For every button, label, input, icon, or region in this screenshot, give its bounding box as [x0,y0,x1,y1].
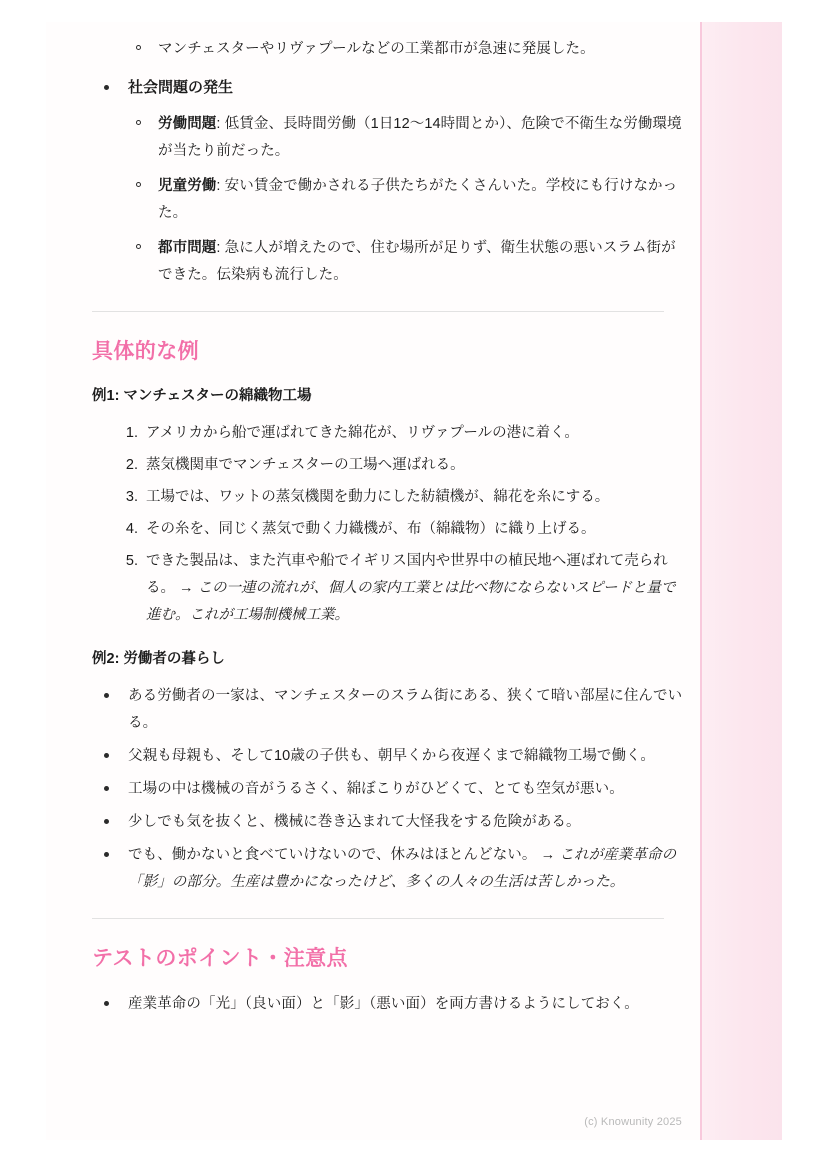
list-item-text: 父親も母親も、そして10歳の子供も、朝早くから夜遅くまで綿織物工場で働く。 [128,748,656,764]
subheading-example-1: 例1: マンチェスターの綿織物工場 [92,388,312,404]
list-item [70,809,686,836]
list-item [70,111,686,165]
step-text: できた製品は、また汽車や船でイギリス国内や世界中の植民地へ運ばれて売られる。 → [146,553,668,596]
note-content [46,22,782,1018]
list-item-text: 産業革命の「光」（良い面）と「影」（悪い面）を両方書けるようにしておく。 [128,996,639,1012]
circle-bullet-icon [136,182,141,187]
list-item-heading [70,75,686,101]
note-sheet [46,22,782,1140]
circle-bullet-icon [136,45,141,50]
example-2-list [70,683,686,896]
disc-bullet-icon [104,1001,109,1006]
disc-bullet-icon [104,85,109,90]
disc-bullet-icon [104,819,109,824]
list-item [70,991,686,1018]
list-item-label: 労働問題 [158,116,217,132]
circle-bullet-icon [136,244,141,249]
subheading-example-2: 例2: 労働者の暮らし [92,651,225,667]
list-item [70,776,686,803]
copyright-credit: (c) Knowunity 2025 [584,1116,682,1128]
list-item-text: 少しでも気を抜くと、機械に巻き込まれて大怪我をする危険がある。 [128,814,581,830]
list-item [70,743,686,770]
list-item-text: ある労働者の一家は、マンチェスターのスラム街にある、狭くて暗い部屋に住んでいる。 [128,688,683,731]
list-item-text: : 安い賃金で働かされる子供たちがたくさんいた。学校にも行けなかった。 [158,178,678,221]
list-item [70,36,686,63]
disc-bullet-icon [104,753,109,758]
disc-bullet-icon [104,852,109,857]
section-heading-examples: 具体的な例 [92,340,199,363]
list-item-heading-text: 社会問題の発生 [128,79,234,96]
list-item [142,548,686,629]
step-note-italic: この一連の流れが、個人の家内工業とは比べ物にならないスピードと量で進む。これが工場制機械工業。 [146,580,676,623]
list-item-text: マンチェスターやリヴァプールなどの工業都市が急速に発展した。 [158,41,595,57]
disc-bullet-icon [104,693,109,698]
list-item-text: でも、働かないと食べていけないので、休みはほとんどない。 → [128,847,560,863]
list-item-text: 工場の中は機械の音がうるさく、綿ぼこりがひどくて、とても空気が悪い。 [128,781,624,797]
list-item: 2. 蒸気機関車でマンチェスターの工場へ運ばれる。 [142,452,686,479]
section-divider [92,311,664,312]
section-divider [92,918,664,919]
list-item-label: 都市問題 [158,240,217,256]
example-1-steps [70,420,686,629]
list-item: 4. その糸を、同じく蒸気で動く力織機が、布（綿織物）に織り上げる。 [142,516,686,543]
list-item [70,683,686,737]
list-item [70,173,686,227]
list-item-note-italic: これが産業革命の「影」の部分。生産は豊かになったけど、多くの人々の生活は苦しかった。 [128,847,677,890]
list-item [70,235,686,289]
list-item: 1. アメリカから船で運ばれてきた綿花が、リヴァプールの港に着く。 [142,420,686,447]
list-item: 3. 工場では、ワットの蒸気機関を動力にした紡績機が、綿花を糸にする。 [142,484,686,511]
list-item [70,842,686,896]
list-item-label: 児童労働 [158,178,217,194]
circle-bullet-icon [136,120,141,125]
list-item-text: : 急に人が増えたので、住む場所が足りず、衛生状態の悪いスラム街ができた。伝染病も流行した。 [158,240,676,283]
section-heading-test-points: テストのポイント・注意点 [92,947,348,970]
disc-bullet-icon [104,786,109,791]
list-item-text: : 低賃金、長時間労働（1日12〜14時間とか）、危険で不衛生な労働環境が当たり前だった。 [158,116,682,159]
